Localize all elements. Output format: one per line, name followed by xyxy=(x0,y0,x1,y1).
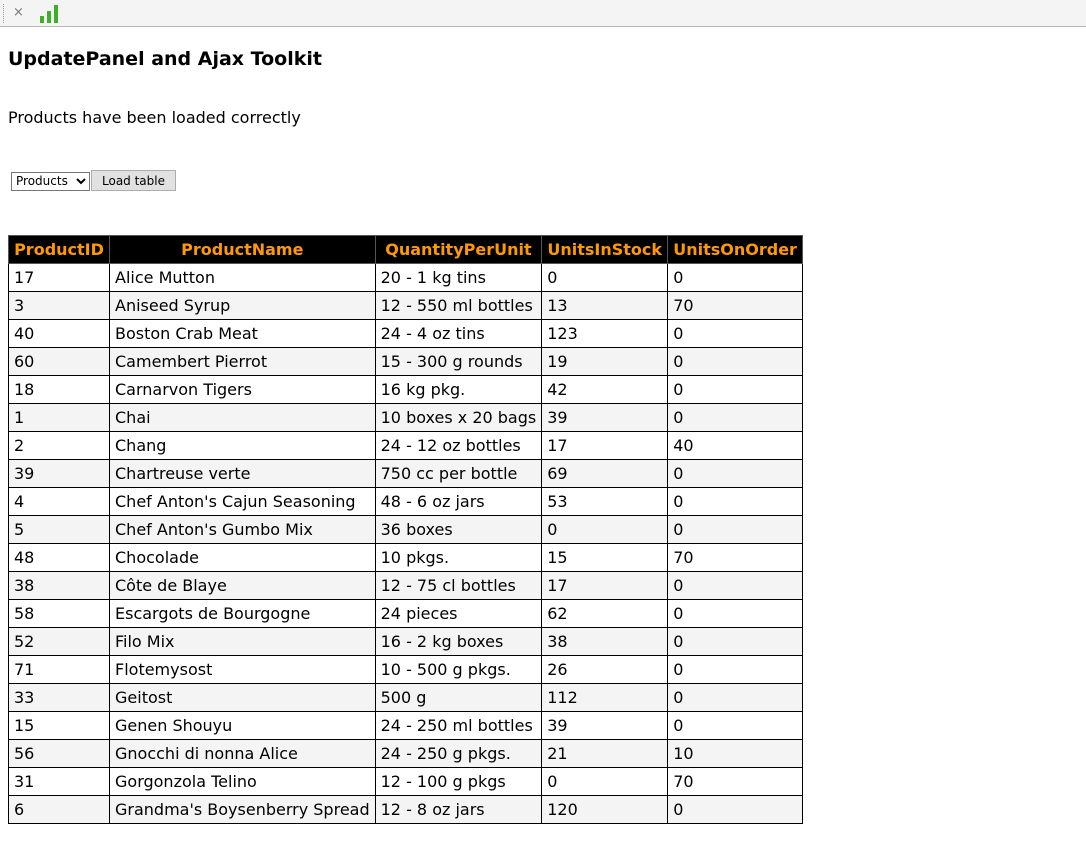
table-cell-unitsonorder: 0 xyxy=(668,572,803,600)
table-row xyxy=(9,572,803,600)
table-cell-productname: Côte de Blaye xyxy=(110,572,376,600)
table-cell-unitsonorder: 0 xyxy=(668,712,803,740)
table-cell-unitsinstock: 0 xyxy=(542,768,668,796)
table-row xyxy=(9,432,803,460)
table-cell-unitsinstock: 42 xyxy=(542,376,668,404)
table-cell-productname: Gorgonzola Telino xyxy=(110,768,376,796)
table-row xyxy=(9,264,803,292)
table-row xyxy=(9,684,803,712)
table-header-row xyxy=(9,236,803,264)
table-cell-productid: 58 xyxy=(9,600,110,628)
table-cell-productname: Chartreuse verte xyxy=(110,460,376,488)
products-table xyxy=(8,235,803,824)
table-cell-unitsinstock: 39 xyxy=(542,712,668,740)
table-cell-quantityperunit: 10 pkgs. xyxy=(375,544,542,572)
column-header-unitsonorder: UnitsOnOrder xyxy=(668,236,803,264)
table-cell-unitsonorder: 0 xyxy=(668,656,803,684)
table-row xyxy=(9,488,803,516)
table-cell-productname: Gnocchi di nonna Alice xyxy=(110,740,376,768)
table-cell-productid: 2 xyxy=(9,432,110,460)
table-cell-productid: 33 xyxy=(9,684,110,712)
table-cell-unitsonorder: 0 xyxy=(668,404,803,432)
table-cell-unitsinstock: 19 xyxy=(542,348,668,376)
table-row xyxy=(9,320,803,348)
table-cell-quantityperunit: 12 - 8 oz jars xyxy=(375,796,542,824)
table-row xyxy=(9,376,803,404)
table-cell-quantityperunit: 12 - 550 ml bottles xyxy=(375,292,542,320)
table-cell-productname: Aniseed Syrup xyxy=(110,292,376,320)
table-cell-quantityperunit: 12 - 75 cl bottles xyxy=(375,572,542,600)
table-cell-unitsonorder: 0 xyxy=(668,460,803,488)
table-cell-unitsinstock: 120 xyxy=(542,796,668,824)
table-cell-productid: 40 xyxy=(9,320,110,348)
table-cell-unitsinstock: 0 xyxy=(542,264,668,292)
close-icon[interactable]: × xyxy=(13,5,24,20)
table-cell-productname: Alice Mutton xyxy=(110,264,376,292)
table-cell-quantityperunit: 24 pieces xyxy=(375,600,542,628)
table-cell-unitsonorder: 0 xyxy=(668,684,803,712)
table-cell-quantityperunit: 500 g xyxy=(375,684,542,712)
table-cell-productname: Chang xyxy=(110,432,376,460)
column-header-unitsinstock: UnitsInStock xyxy=(542,236,668,264)
table-cell-productid: 1 xyxy=(9,404,110,432)
table-cell-productid: 17 xyxy=(9,264,110,292)
table-row xyxy=(9,740,803,768)
table-cell-productname: Escargots de Bourgogne xyxy=(110,600,376,628)
table-cell-productname: Geitost xyxy=(110,684,376,712)
table-cell-unitsinstock: 0 xyxy=(542,516,668,544)
table-cell-quantityperunit: 36 boxes xyxy=(375,516,542,544)
table-cell-quantityperunit: 24 - 4 oz tins xyxy=(375,320,542,348)
table-cell-productid: 18 xyxy=(9,376,110,404)
table-cell-unitsonorder: 0 xyxy=(668,264,803,292)
table-cell-productid: 3 xyxy=(9,292,110,320)
table-cell-productid: 60 xyxy=(9,348,110,376)
table-cell-unitsinstock: 15 xyxy=(542,544,668,572)
table-cell-productname: Chocolade xyxy=(110,544,376,572)
table-cell-productname: Chef Anton's Cajun Seasoning xyxy=(110,488,376,516)
table-row xyxy=(9,796,803,824)
table-cell-productid: 56 xyxy=(9,740,110,768)
table-cell-unitsinstock: 38 xyxy=(542,628,668,656)
column-header-quantityperunit: QuantityPerUnit xyxy=(375,236,542,264)
table-cell-quantityperunit: 24 - 12 oz bottles xyxy=(375,432,542,460)
table-cell-unitsinstock: 53 xyxy=(542,488,668,516)
table-cell-quantityperunit: 10 boxes x 20 bags xyxy=(375,404,542,432)
table-row xyxy=(9,712,803,740)
table-cell-unitsinstock: 69 xyxy=(542,460,668,488)
table-cell-unitsonorder: 0 xyxy=(668,600,803,628)
table-cell-productid: 48 xyxy=(9,544,110,572)
table-cell-productname: Boston Crab Meat xyxy=(110,320,376,348)
table-row xyxy=(9,292,803,320)
table-cell-quantityperunit: 24 - 250 ml bottles xyxy=(375,712,542,740)
table-cell-productid: 52 xyxy=(9,628,110,656)
table-cell-productid: 39 xyxy=(9,460,110,488)
table-cell-productname: Chai xyxy=(110,404,376,432)
table-cell-productid: 31 xyxy=(9,768,110,796)
table-cell-quantityperunit: 24 - 250 g pkgs. xyxy=(375,740,542,768)
table-row xyxy=(9,460,803,488)
load-table-button[interactable]: Load table xyxy=(91,170,176,191)
table-row xyxy=(9,544,803,572)
table-cell-unitsinstock: 112 xyxy=(542,684,668,712)
table-cell-productid: 5 xyxy=(9,516,110,544)
column-header-productname: ProductName xyxy=(110,236,376,264)
table-cell-unitsinstock: 26 xyxy=(542,656,668,684)
table-cell-productname: Carnarvon Tigers xyxy=(110,376,376,404)
table-row xyxy=(9,404,803,432)
table-cell-unitsonorder: 0 xyxy=(668,796,803,824)
table-cell-unitsinstock: 123 xyxy=(542,320,668,348)
browser-toolbar xyxy=(0,0,1086,27)
table-cell-unitsonorder: 0 xyxy=(668,516,803,544)
signal-bars-icon[interactable] xyxy=(39,5,59,23)
table-cell-quantityperunit: 12 - 100 g pkgs xyxy=(375,768,542,796)
table-cell-productid: 15 xyxy=(9,712,110,740)
table-row xyxy=(9,600,803,628)
table-cell-unitsonorder: 0 xyxy=(668,320,803,348)
table-row xyxy=(9,348,803,376)
table-cell-productname: Chef Anton's Gumbo Mix xyxy=(110,516,376,544)
table-cell-unitsinstock: 62 xyxy=(542,600,668,628)
table-cell-productname: Genen Shouyu xyxy=(110,712,376,740)
table-cell-unitsinstock: 17 xyxy=(542,432,668,460)
table-cell-productid: 38 xyxy=(9,572,110,600)
table-row xyxy=(9,516,803,544)
table-cell-unitsinstock: 21 xyxy=(542,740,668,768)
table-cell-unitsonorder: 0 xyxy=(668,488,803,516)
table-row xyxy=(9,768,803,796)
table-cell-unitsonorder: 0 xyxy=(668,348,803,376)
table-cell-unitsinstock: 13 xyxy=(542,292,668,320)
table-cell-productname: Camembert Pierrot xyxy=(110,348,376,376)
table-cell-productname: Grandma's Boysenberry Spread xyxy=(110,796,376,824)
table-row xyxy=(9,656,803,684)
table-select[interactable] xyxy=(11,172,90,191)
table-cell-quantityperunit: 48 - 6 oz jars xyxy=(375,488,542,516)
toolbar-grip[interactable] xyxy=(3,4,5,23)
page-title: UpdatePanel and Ajax Toolkit xyxy=(8,48,322,70)
table-cell-quantityperunit: 15 - 300 g rounds xyxy=(375,348,542,376)
table-cell-unitsinstock: 39 xyxy=(542,404,668,432)
controls-bar xyxy=(11,170,176,191)
table-cell-unitsonorder: 70 xyxy=(668,768,803,796)
table-cell-quantityperunit: 16 kg pkg. xyxy=(375,376,542,404)
table-cell-unitsonorder: 10 xyxy=(668,740,803,768)
table-cell-productname: Filo Mix xyxy=(110,628,376,656)
table-cell-unitsonorder: 40 xyxy=(668,432,803,460)
table-cell-productid: 71 xyxy=(9,656,110,684)
table-cell-quantityperunit: 10 - 500 g pkgs. xyxy=(375,656,542,684)
table-cell-quantityperunit: 16 - 2 kg boxes xyxy=(375,628,542,656)
column-header-productid: ProductID xyxy=(9,236,110,264)
table-cell-quantityperunit: 750 cc per bottle xyxy=(375,460,542,488)
table-cell-unitsonorder: 0 xyxy=(668,376,803,404)
status-message: Products have been loaded correctly xyxy=(8,108,301,127)
table-row xyxy=(9,628,803,656)
table-cell-unitsonorder: 70 xyxy=(668,544,803,572)
table-cell-unitsonorder: 70 xyxy=(668,292,803,320)
table-cell-unitsonorder: 0 xyxy=(668,628,803,656)
table-cell-productname: Flotemysost xyxy=(110,656,376,684)
table-cell-quantityperunit: 20 - 1 kg tins xyxy=(375,264,542,292)
table-cell-productid: 4 xyxy=(9,488,110,516)
table-body xyxy=(9,264,803,824)
table-cell-productid: 6 xyxy=(9,796,110,824)
table-cell-unitsinstock: 17 xyxy=(542,572,668,600)
